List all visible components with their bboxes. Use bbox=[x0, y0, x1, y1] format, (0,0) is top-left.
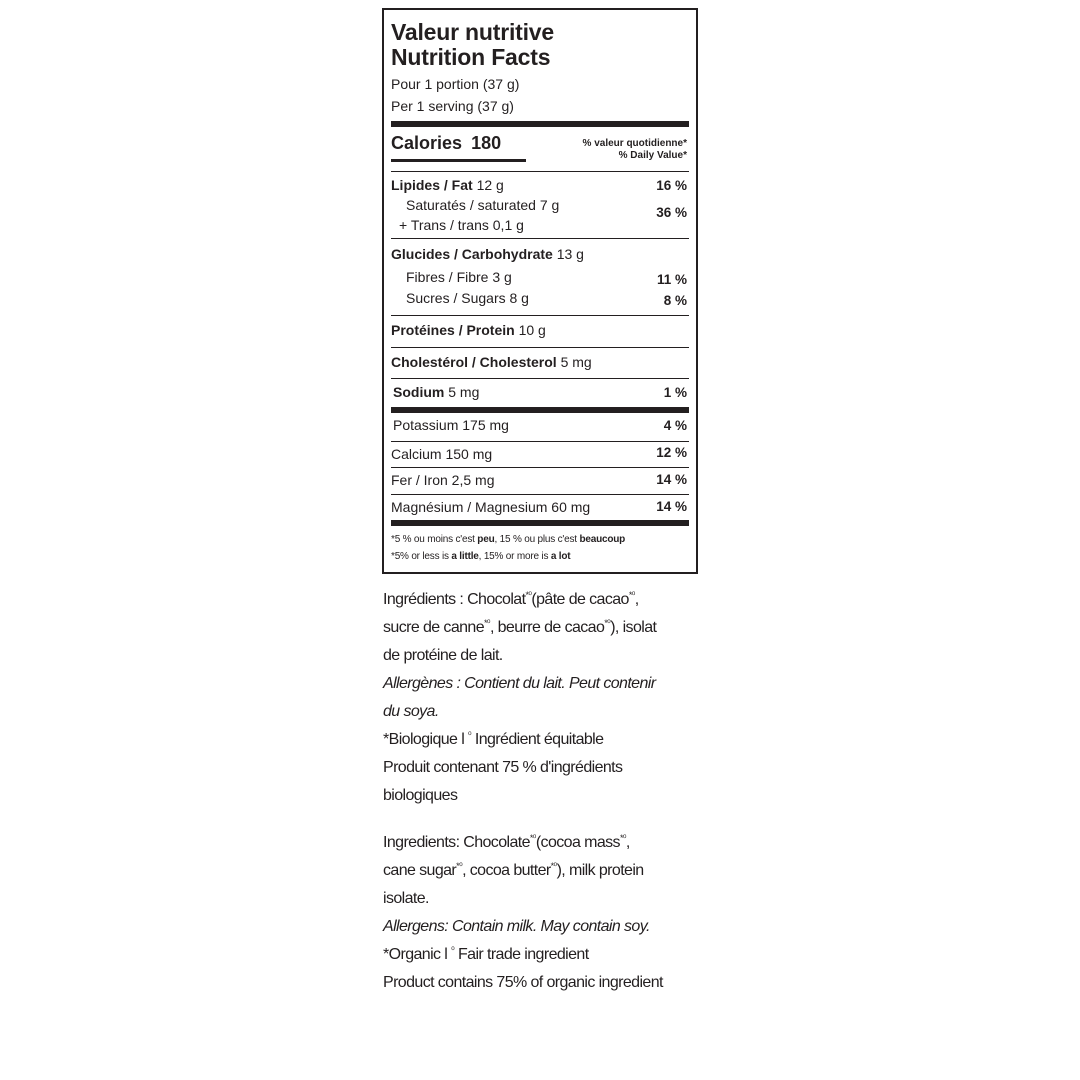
ingredients-text: (pâte de cacao bbox=[531, 591, 629, 608]
protein-label: Protéines / Protein bbox=[391, 322, 515, 338]
ingredients-line bbox=[383, 829, 713, 857]
organic-fairtrade-mark: *⁰ bbox=[484, 618, 490, 628]
nutrition-facts-table bbox=[382, 8, 698, 574]
fat-label: Lipides / Fat bbox=[391, 177, 473, 193]
footnote-emphasis: a lot bbox=[550, 551, 571, 562]
ingredients-text: cane sugar bbox=[383, 862, 457, 879]
saturated-row: Saturatés / saturated 7 g bbox=[406, 197, 560, 213]
carbohydrate-label: Glucides / Carbohydrate bbox=[391, 246, 553, 262]
protein-amount: 10 g bbox=[514, 322, 546, 338]
magnesium-row: Magnésium / Magnesium 60 mg bbox=[391, 499, 591, 515]
ingredients-line bbox=[383, 857, 713, 885]
allergens-line: du soya. bbox=[383, 703, 439, 720]
ingredients-text: ), isolat bbox=[610, 619, 657, 636]
ingredients-english bbox=[383, 829, 713, 997]
ingredients-text: ), milk protein bbox=[556, 862, 644, 879]
footnote-text: , 15 % ou plus c'est bbox=[494, 534, 580, 545]
footnote-emphasis: beaucoup bbox=[579, 534, 626, 545]
thick-divider bbox=[391, 407, 689, 413]
organic-fairtrade-mark: *⁰ bbox=[619, 833, 626, 843]
ingredients-text: , bbox=[634, 591, 639, 608]
ingredients-text: , bbox=[625, 834, 630, 851]
divider bbox=[391, 171, 689, 172]
organic-fairtrade-mark: *⁰ bbox=[628, 590, 635, 600]
divider bbox=[391, 238, 689, 239]
legend-line: Product contains 75% of organic ingredient bbox=[383, 974, 663, 991]
footnote-text: *5 % ou moins c'est bbox=[391, 534, 478, 545]
trans-row: + Trans / trans 0,1 g bbox=[399, 217, 524, 233]
calories-label: Calories bbox=[391, 133, 463, 153]
footnote-emphasis: a little bbox=[451, 551, 479, 562]
calories-row bbox=[391, 133, 501, 154]
ingredients-text: Ingrédients : Chocolat bbox=[383, 591, 526, 608]
sodium-percent: 1 % bbox=[663, 385, 687, 400]
fairtrade-mark: ⁰ bbox=[451, 945, 455, 955]
fat-percent: 16 % bbox=[656, 178, 687, 193]
footnote-english bbox=[391, 549, 570, 565]
daily-value-header bbox=[583, 138, 687, 162]
legend-text: *Biologique l bbox=[383, 731, 468, 748]
sodium-row bbox=[393, 384, 479, 400]
sugars-percent: 8 % bbox=[663, 293, 687, 308]
divider bbox=[391, 494, 689, 495]
calcium-row: Calcium 150 mg bbox=[391, 446, 493, 462]
legend-line: Produit contenant 75 % d'ingrédients bbox=[383, 759, 623, 776]
carbohydrate-row bbox=[391, 246, 584, 262]
iron-row: Fer / Iron 2,5 mg bbox=[391, 472, 495, 488]
divider bbox=[391, 441, 689, 442]
legend-line: biologiques bbox=[383, 787, 458, 804]
ingredients-text: Ingredients: Chocolate bbox=[383, 834, 530, 851]
fat-row bbox=[391, 177, 504, 193]
legend-text: *Organic l bbox=[383, 946, 452, 963]
carbohydrate-amount: 13 g bbox=[552, 246, 584, 262]
footnote-french bbox=[391, 532, 625, 548]
legend-line bbox=[383, 726, 713, 754]
iron-percent: 14 % bbox=[656, 472, 687, 487]
daily-value-header-english: % Daily Value* bbox=[618, 150, 687, 161]
cholesterol-label: Cholestérol / Cholesterol bbox=[391, 354, 557, 370]
legend-text: Fair trade ingredient bbox=[454, 946, 589, 963]
ingredients-line bbox=[383, 614, 713, 642]
fat-amount: 12 g bbox=[472, 177, 504, 193]
serving-size-french: Pour 1 portion (37 g) bbox=[391, 76, 520, 92]
allergens-line: Allergènes : Contient du lait. Peut contenir bbox=[383, 675, 656, 692]
sugars-row: Sucres / Sugars 8 g bbox=[406, 290, 529, 306]
legend-text: Ingrédient équitable bbox=[471, 731, 604, 748]
ingredients-text: sucre de canne bbox=[383, 619, 485, 636]
potassium-percent: 4 % bbox=[663, 418, 687, 433]
ingredients-text: (cocoa mass bbox=[535, 834, 620, 851]
ingredients-line: de protéine de lait. bbox=[383, 647, 503, 664]
fibre-row: Fibres / Fibre 3 g bbox=[406, 269, 512, 285]
cholesterol-row bbox=[391, 354, 592, 370]
serving-size-english: Per 1 serving (37 g) bbox=[391, 98, 514, 114]
potassium-row: Potassium 175 mg bbox=[393, 417, 509, 433]
ingredients-line bbox=[383, 586, 713, 614]
fairtrade-mark: ⁰ bbox=[468, 730, 472, 740]
organic-fairtrade-mark: *⁰ bbox=[529, 833, 536, 843]
divider bbox=[391, 347, 689, 348]
calcium-percent: 12 % bbox=[656, 445, 687, 460]
ingredients-line: isolate. bbox=[383, 890, 429, 907]
ingredients-text: , cocoa butter bbox=[462, 862, 551, 879]
legend-line bbox=[383, 941, 713, 969]
calories-value: 180 bbox=[471, 133, 502, 153]
daily-value-header-french: % valeur quotidienne* bbox=[582, 138, 687, 149]
organic-fairtrade-mark: *⁰ bbox=[604, 618, 611, 628]
divider bbox=[391, 467, 689, 468]
organic-fairtrade-mark: *⁰ bbox=[525, 590, 532, 600]
sodium-label: Sodium bbox=[393, 384, 445, 400]
title-english: Nutrition Facts bbox=[391, 44, 551, 70]
calories-underline bbox=[391, 159, 526, 162]
allergens-line: Allergens: Contain milk. May contain soy. bbox=[383, 918, 650, 935]
ingredients-text: , beurre de cacao bbox=[489, 619, 605, 636]
magnesium-percent: 14 % bbox=[656, 499, 687, 514]
cholesterol-amount: 5 mg bbox=[556, 354, 592, 370]
protein-row bbox=[391, 322, 546, 338]
footnote-text: *5% or less is bbox=[391, 551, 452, 562]
title-french: Valeur nutritive bbox=[391, 19, 554, 45]
divider bbox=[391, 315, 689, 316]
sodium-amount: 5 mg bbox=[444, 384, 480, 400]
thick-divider bbox=[391, 520, 689, 526]
organic-fairtrade-mark: *⁰ bbox=[456, 861, 463, 871]
fibre-percent: 11 % bbox=[656, 272, 687, 287]
organic-fairtrade-mark: *⁰ bbox=[550, 861, 557, 871]
footnote-emphasis: peu bbox=[477, 534, 495, 545]
ingredients-french bbox=[383, 586, 713, 810]
divider bbox=[391, 378, 689, 379]
thick-divider bbox=[391, 121, 689, 127]
saturated-trans-percent: 36 % bbox=[656, 205, 687, 220]
footnote-text: , 15% or more is bbox=[478, 551, 551, 562]
